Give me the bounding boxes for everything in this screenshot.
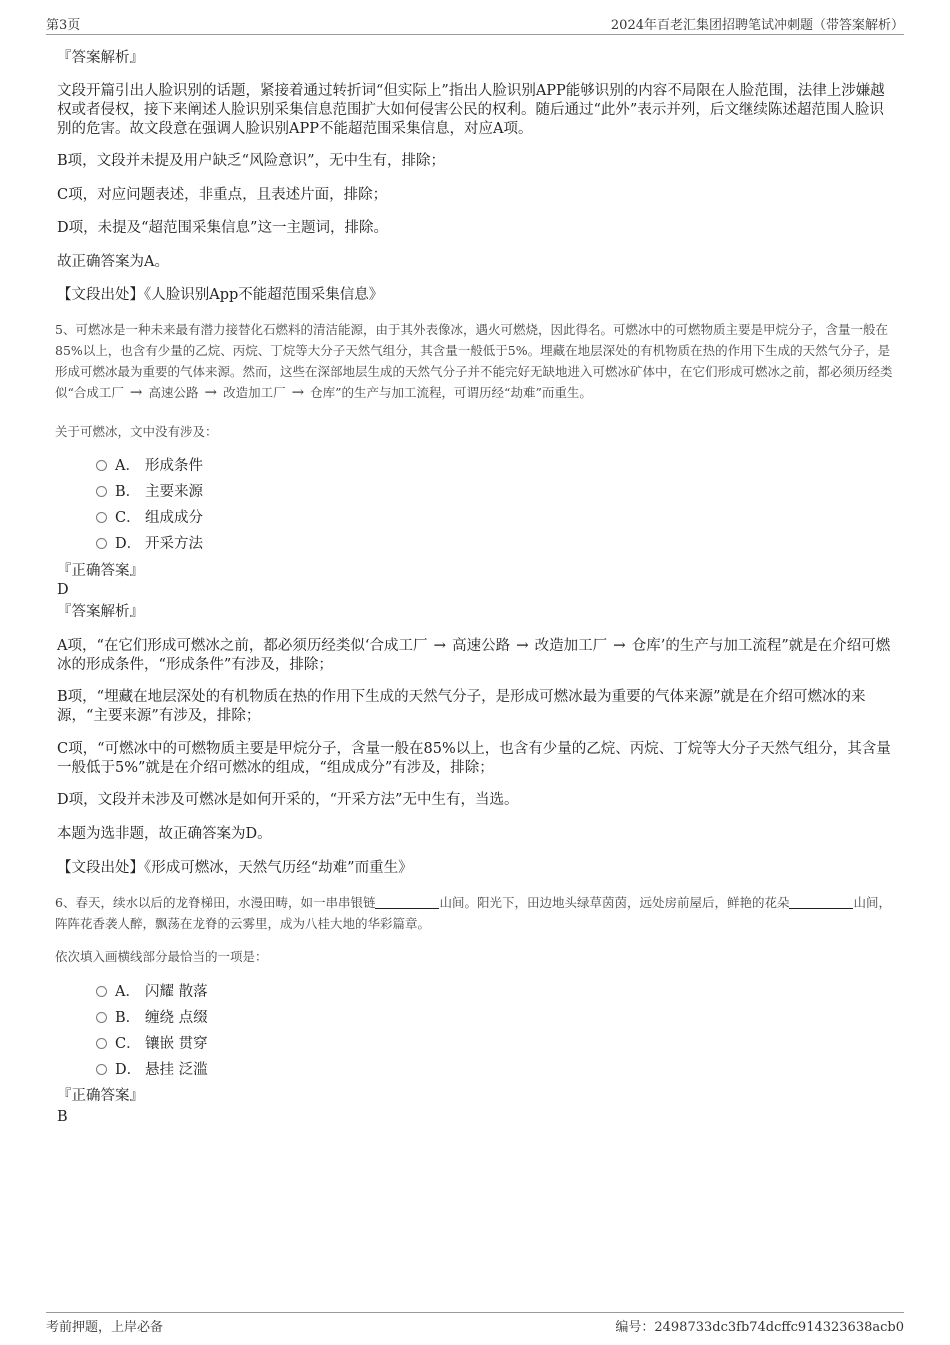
- q4-analysis-c: C项，对应问题表述，非重点，且表述片面，排除；: [57, 187, 388, 203]
- radio-icon[interactable]: [96, 512, 107, 523]
- q6-question: 依次填入画横线部分最恰当的一项是：: [55, 949, 268, 964]
- blank-line: [375, 895, 439, 909]
- q4-analysis-b: B项，文段并未提及用户缺乏“风险意识”，无中生有，排除；: [57, 153, 445, 169]
- q5-stem-part4: 仓库”的生产与加工流程，可谓历经“劫难”而重生。: [310, 385, 592, 400]
- q6-option-d[interactable]: D． 悬挂 泛滥: [96, 1060, 208, 1080]
- q5-option-a[interactable]: A． 形成条件: [96, 456, 203, 476]
- q5-answer-label: 『正确答案』: [57, 563, 144, 579]
- q5-analysis-a: A项，“在它们形成可燃冰之前，都必须历经类似‘合成工厂 → 高速公路 → 改造加工厂 → 仓库’的生产与加工流程”就是在介绍可燃冰的形成条件，“形成条件”有涉及，排除；: [57, 636, 891, 673]
- q4-conclusion: 故正确答案为A。: [57, 254, 169, 270]
- blank-line: [789, 895, 853, 909]
- radio-icon[interactable]: [96, 1064, 107, 1075]
- q5-conclusion: 本题为选非题，故正确答案为D。: [57, 826, 272, 842]
- page-number: 第3页: [46, 18, 81, 33]
- q5-stem-part3: 改造加工厂: [223, 385, 286, 400]
- q6-answer: B: [57, 1109, 68, 1125]
- arrow-icon: →: [291, 383, 305, 401]
- q4-source: 【文段出处】《人脸识别App不能超范围采集信息》: [57, 287, 384, 303]
- q4-analysis-label: 『答案解析』: [57, 50, 144, 66]
- radio-icon[interactable]: [96, 1012, 107, 1023]
- q5-option-d[interactable]: D． 开采方法: [96, 534, 203, 554]
- page-footer: [46, 1312, 904, 1336]
- q5-analysis-d: D项，文段并未涉及可燃冰是如何开采的，“开采方法”无中生有，当选。: [57, 792, 519, 808]
- page-header: [46, 14, 904, 35]
- arrow-icon: →: [516, 636, 529, 654]
- document-code: 编号：2498733dc3fb74dcffc914323638acb0: [615, 1320, 904, 1335]
- radio-icon[interactable]: [96, 1038, 107, 1049]
- document-title: 2024年百老汇集团招聘笔试冲刺题（带答案解析）: [610, 18, 904, 33]
- q6-option-b[interactable]: B． 缠绕 点缀: [96, 1008, 208, 1028]
- q5-stem: [55, 319, 895, 403]
- q6-option-c[interactable]: C． 镶嵌 贯穿: [96, 1034, 208, 1054]
- q5-analysis-c: C项，“可燃冰中的可燃物质主要是甲烷分子，含量一般在85%以上，也含有少量的乙烷、丙烷、丁烷等大分子天然气组分，其含量一般低于5%”就是在介绍可燃冰的组成，“组成成分”有涉及，排除；: [57, 741, 891, 776]
- arrow-icon: →: [204, 383, 218, 401]
- radio-icon[interactable]: [96, 486, 107, 497]
- radio-icon[interactable]: [96, 538, 107, 549]
- q5-option-c[interactable]: C． 组成成分: [96, 508, 203, 528]
- q6-answer-label: 『正确答案』: [57, 1088, 144, 1104]
- footer-slogan: 考前押题，上岸必备: [46, 1320, 164, 1335]
- q5-analysis-b: B项，“埋藏在地层深处的有机物质在热的作用下生成的天然气分子，是形成可燃冰最为重要的气体来源”就是在介绍可燃冰的来源，“主要来源”有涉及，排除；: [57, 689, 866, 724]
- q4-analysis-para: 文段开篇引出人脸识别的话题，紧接着通过转折词“但实际上”指出人脸识别APP能够识别的内容不局限在人脸范围，法律上涉嫌越权或者侵权，接下来阐述人脸识别采集信息范围扩大如何侵害公民的权利。随后通过“此外”表示并列，后文继续陈述超范围人脸识别的危害。故文段意在强调人脸识别APP不能超范围采集信息，对应A项。: [57, 83, 885, 137]
- q4-analysis-d: D项，未提及“超范围采集信息”这一主题词，排除。: [57, 220, 388, 236]
- q5-question: 关于可燃冰，文中没有涉及：: [55, 424, 218, 439]
- arrow-icon: →: [129, 383, 143, 401]
- q5-answer: D: [57, 582, 69, 598]
- q5-source: 【文段出处】《形成可燃冰，天然气历经“劫难”而重生》: [57, 860, 413, 876]
- radio-icon[interactable]: [96, 460, 107, 471]
- radio-icon[interactable]: [96, 986, 107, 997]
- q5-stem-part2: 高速公路: [148, 385, 199, 400]
- q6-stem: 6、春天，续水以后的龙脊梯田，水漫田畴，如一串串银链 山间。阳光下，田边地头绿草茵茵，远处房前屋后，鲜艳的花朵 山间，阵阵花香袭人醉，飘荡在龙脊的云雾里，成为八桂大地的华彩篇章。: [55, 895, 891, 931]
- arrow-icon: →: [613, 636, 626, 654]
- q5-stem-part1: 5、可燃冰是一种未来最有潜力接替化石燃料的清洁能源，由于其外表像冰，遇火可燃烧，因此得名。可燃冰中的可燃物质主要是甲烷分子，含量一般在85%以上，也含有少量的乙烷、丙烷、丁烷等大分子天然气组分，其含量一般低于5%。埋藏在地层深处的有机物质在热的作用下生成的天然气分子，是形成可燃冰最为重要的气体来源。然而，这些在深部地层生成的天然气分子并不能完好无缺地进入可燃冰矿体中，在它们形成可燃冰之前，都必须历经类似“合成工厂: [55, 322, 893, 400]
- q5-analysis-label: 『答案解析』: [57, 604, 144, 620]
- q6-option-a[interactable]: A． 闪耀 散落: [96, 982, 208, 1002]
- arrow-icon: →: [433, 636, 447, 654]
- q5-option-b[interactable]: B． 主要来源: [96, 482, 203, 502]
